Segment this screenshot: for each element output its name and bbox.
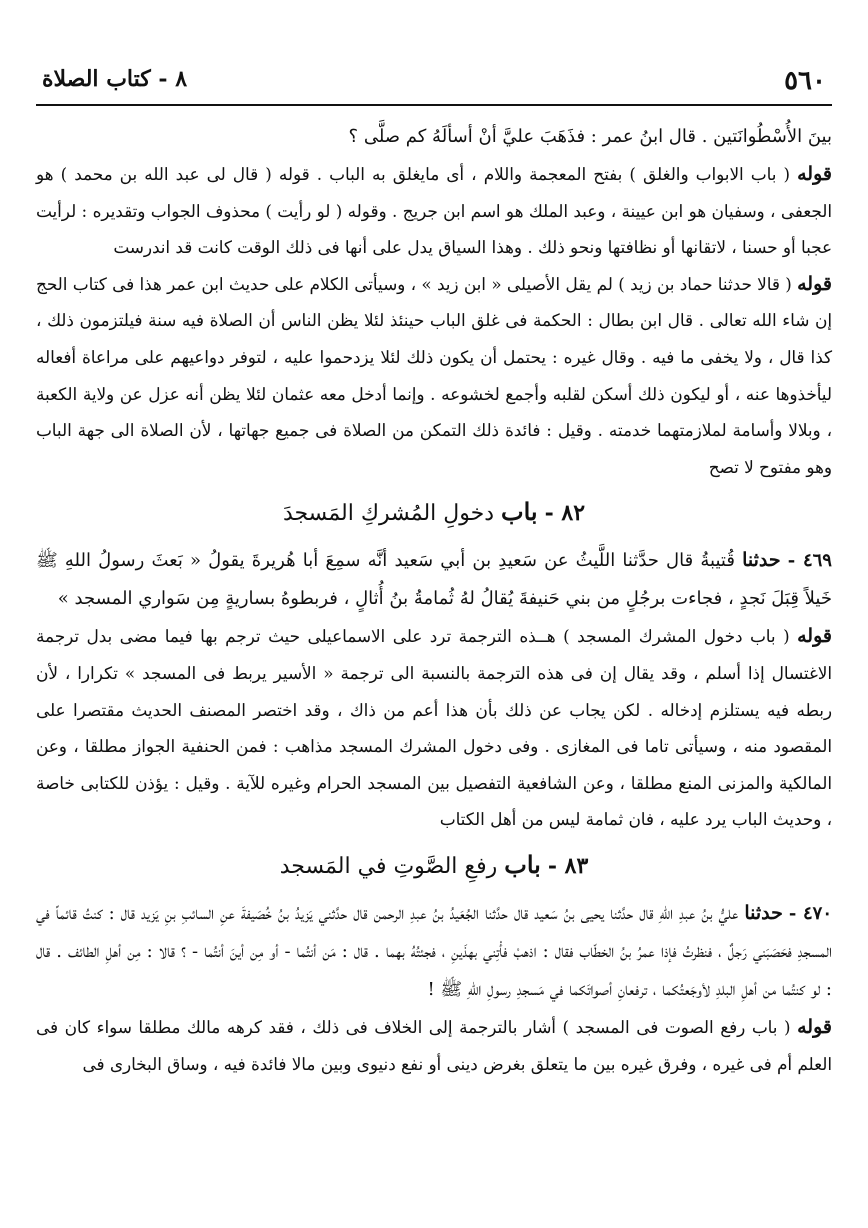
commentary-paragraph (36, 156, 832, 266)
hadith-text: عليُّ بنُ عبدِ اللهِ قال حدَّثنا يحيى بنُ سَعيد قال حدَّثنا الجُعَيدُ بنُ عبدِ الرحمن قال حدَّثني يَزيدُ بنُ خُصَيفةَ عنِ السائبِ بنِ يَزيد قال : كنتُ قائماً في المسجدِ فحَصَبَني رَجلٌ ، فنظرتُ فإذا عمرُ بنُ الخطّاب فقال : اذهبْ فأْتِني بهذَينِ ، فجئتُهُ بهما . قال : مَن أنتُما - أو مِن أينَ أنتُما - ؟ قالا : مِن أهلِ الطائف . قال : لو كنتُما من أهلِ البلدِ لأوجَعتُكما ، ترفعانِ أصواتَكما في مَسجدِ رسولِ اللهِ ﷺ ! (36, 902, 832, 1000)
chapter-title: رفعِ الصَّوتِ في المَسجد (279, 853, 498, 879)
chapter-heading-83 (36, 840, 832, 892)
chapter-title: دخولِ المُشركِ المَسجدَ (282, 501, 495, 527)
hadith-keyword: حدثنا (742, 549, 781, 572)
commentary-text: ( باب رفع الصوت فى المسجد ) أشار بالترجمة إلى الخلاف فى ذلك ، فقد كرهه مالك مطلقا سواء كان فى العلم أم فى غيره ، وفرق غيره بين ما يتعلق بغرض دينى أو نفع دنيوى وبين مالا فائدة فيه ، وساق البخارى فى (36, 1016, 832, 1074)
chapter-bab: باب (504, 849, 541, 879)
commentary-keyword: قوله (797, 625, 832, 648)
chapter-bab: باب (501, 497, 538, 527)
hadith-number: ٤٦٩ - (787, 550, 832, 572)
page-number: ٥٦٠ (784, 66, 826, 96)
book-title: ٨ - كتاب الصلاة (42, 66, 188, 92)
page-header (42, 62, 826, 102)
chapter-number: ٨٢ - (544, 500, 586, 527)
commentary-text: ( قالا حدثنا حماد بن زيد ) لم يقل الأصيلى « ابن زيد » ، وسيأتى الكلام على حديث ابن عمر هذا فى كتاب الحج إن شاء الله تعالى . قال ابن بطال : الحكمة فى غلق الباب حينئذ لئلا يظن الناس أن الصلاة فيه سنة فيلتزمون ذلك ، كذا قال ، ولا يخفى ما فيه . وقال غيره : يحتمل أن يكون ذلك لئلا يزدحموا عليه ، لتوفر دواعيهم على مراعاة أفعاله ليأخذوها عنه ، أو ليكون ذلك أسكن لقلبه وأجمع لخشوعه . وإنما أدخل معه عثمان لئلا يظن أنه عزل عن ولاية الكعبة ، وبلالا وأسامة لملازمتهما خدمته . وقيل : فائدة ذلك التمكن من الصلاة فى جميع جهاتها ، لأن الصلاة الى جهة الباب وهو مفتوح لا تصح (36, 273, 832, 477)
commentary-text: ( باب دخول المشرك المسجد ) هــذه الترجمة ترد على الاسماعيلى حيث ترجم بها فيما مضى بدل ترجمة الاغتسال إذا أسلم ، وقد يقال إن فى هذه الترجمة بالنسبة الى ترجمة « الأسير يربط فى المسجد » تكرارا ، لأن ربطه فيه يستلزم إدخاله . لكن يجاب عن ذلك بأن هذا أعم من ذاك ، وقد اختصر المصنف الحديث مقتصرا على المقصود منه ، وسيأتى تاما فى المغازى . وفى دخول المشرك المسجد مذاهب : فمن الحنفية الجواز مطلقا ، وعن المالكية والمزنى المنع مطلقا ، وعن الشافعية التفصيل بين المسجد الحرام وغيره للآية . وقيل : يؤذن للكتابى خاصة ، وحديث الباب يرد عليه ، فان ثمامة ليس من أهل الكتاب (36, 626, 832, 830)
commentary-paragraph (36, 618, 832, 838)
hadith-number: ٤٧٠ - (788, 902, 832, 924)
commentary-text: ( باب الابواب والغلق ) بفتح المعجمة واللام ، أى مايغلق به الباب . قوله ( قال لى عبد الله بن محمد ) هو الجعفى ، وسفيان هو ابن عيينة ، وعبد الملك هو اسم ابن جريج . وقوله ( لو رأيت ) محذوف الجواب وتقديره : لرأيت عجبا أو حسنا ، لاتقانها أو نظافتها ونحو ذلك . وهذا السياق يدل على أنها فى ذلك الوقت كانت قد اندرست (36, 164, 832, 258)
commentary-keyword: قوله (797, 1015, 832, 1038)
commentary-keyword: قوله (797, 272, 832, 295)
hadith-470 (36, 894, 832, 1009)
commentary-paragraph (36, 266, 832, 486)
chapter-number: ٨٣ - (547, 852, 589, 879)
page-body (36, 118, 832, 1082)
chapter-heading-82 (36, 487, 832, 539)
commentary-paragraph (36, 1009, 832, 1082)
hadith-469 (36, 541, 832, 618)
hadith-continuation: بينَ الأُسْطُوانَتين . قال ابنُ عمر : فذَهَبَ عليَّ أنْ أسألَهُ كم صلَّى ؟ (348, 126, 832, 147)
commentary-keyword: قوله (797, 163, 832, 185)
hadith-text: قُتيبةُ قال حدَّثنا اللَّيثُ عن سَعيدِ بن أبي سَعيد أنَّه سمِعَ أبا هُريرةَ يقولُ « بَعثَ رسولُ اللهِ ﷺ خَيلاً قِبَلَ نَجدٍ ، فجاءت برجُلٍ من بني حَنيفةَ يُقالُ لهُ ثُمامةُ بنُ أُثالٍ ، فربطوهُ بساريةٍ مِن سَواري المسجد » (36, 550, 832, 610)
header-rule (36, 104, 832, 106)
hadith-keyword: حدثنا (744, 901, 783, 924)
